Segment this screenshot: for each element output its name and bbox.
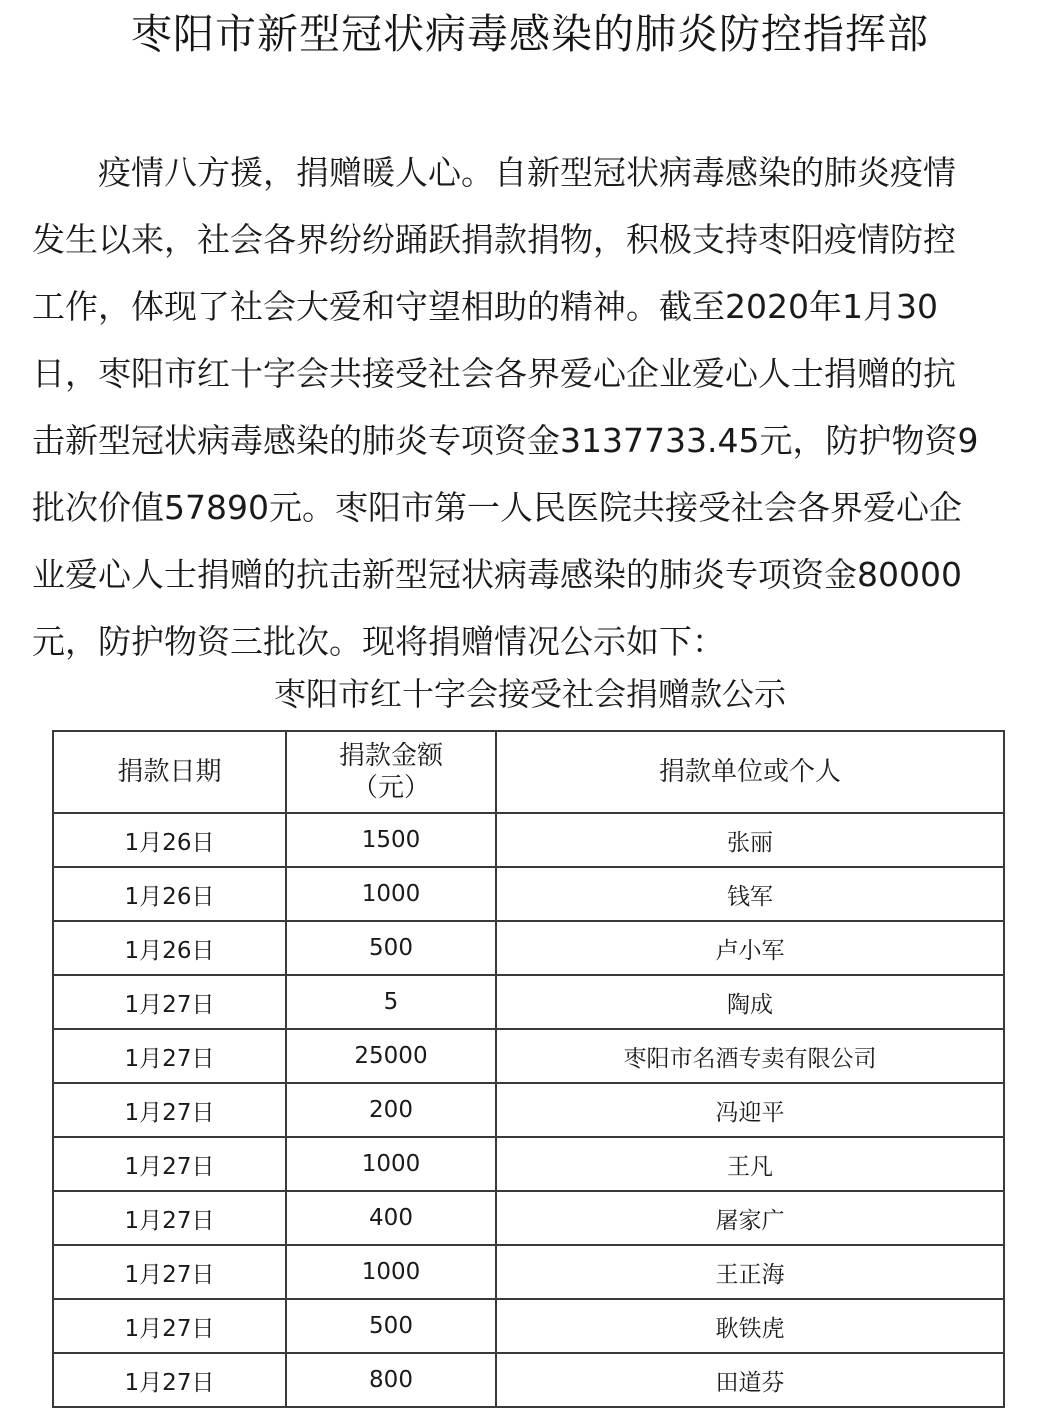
cell-amount: 1000 <box>286 1137 496 1191</box>
cell-donor: 耿铁虎 <box>496 1299 1004 1353</box>
cell-donor: 王凡 <box>496 1137 1004 1191</box>
cell-date: 1月27日 <box>53 975 286 1029</box>
intro-line: 发生以来，社会各界纷纷踊跃捐款捐物，积极支持枣阳疫情防控 <box>32 220 956 259</box>
cell-date: 1月27日 <box>53 1191 286 1245</box>
table-row <box>53 1137 1004 1191</box>
intro-line: 击新型冠状病毒感染的肺炎专项资金3137733.45元，防护物资9 <box>32 421 979 460</box>
column-header-date: 捐款日期 <box>53 731 286 813</box>
column-header-amount <box>286 731 496 813</box>
cell-date: 1月27日 <box>53 1245 286 1299</box>
cell-donor: 张丽 <box>496 813 1004 867</box>
page-title: 枣阳市新型冠状病毒感染的肺炎防控指挥部 <box>131 10 929 58</box>
cell-donor: 枣阳市名酒专卖有限公司 <box>496 1029 1004 1083</box>
intro-line: 批次价值57890元。枣阳市第一人民医院共接受社会各界爱心企 <box>32 488 962 527</box>
cell-amount: 800 <box>286 1353 496 1407</box>
intro-paragraph <box>32 143 1028 679</box>
table-row <box>53 1083 1004 1137</box>
table-row <box>53 1245 1004 1299</box>
cell-date: 1月27日 <box>53 1137 286 1191</box>
cell-date: 1月27日 <box>53 1299 286 1353</box>
column-header-amount-unit: （元） <box>351 773 430 803</box>
table-row <box>53 975 1004 1029</box>
cell-amount: 500 <box>286 921 496 975</box>
cell-donor: 田道芬 <box>496 1353 1004 1407</box>
table-row <box>53 1029 1004 1083</box>
cell-amount: 25000 <box>286 1029 496 1083</box>
cell-amount: 1500 <box>286 813 496 867</box>
cell-amount: 1000 <box>286 867 496 921</box>
column-header-amount-label: 捐款金额 <box>338 741 443 771</box>
cell-date: 1月27日 <box>53 1353 286 1407</box>
cell-donor: 屠家广 <box>496 1191 1004 1245</box>
intro-line: 工作，体现了社会大爱和守望相助的精神。截至2020年1月30 <box>32 287 938 326</box>
cell-date: 1月27日 <box>53 1083 286 1137</box>
donation-table <box>52 730 1005 1408</box>
cell-donor: 冯迎平 <box>496 1083 1004 1137</box>
table-caption: 枣阳市红十字会接受社会捐赠款公示 <box>273 675 786 713</box>
column-header-donor: 捐款单位或个人 <box>496 731 1004 813</box>
cell-date: 1月26日 <box>53 813 286 867</box>
intro-line: 疫情八方援，捐赠暖人心。自新型冠状病毒感染的肺炎疫情 <box>98 153 956 192</box>
table-row <box>53 813 1004 867</box>
cell-donor: 陶成 <box>496 975 1004 1029</box>
cell-donor: 钱军 <box>496 867 1004 921</box>
table-row <box>53 1299 1004 1353</box>
cell-date: 1月26日 <box>53 867 286 921</box>
cell-amount: 500 <box>286 1299 496 1353</box>
cell-amount: 400 <box>286 1191 496 1245</box>
cell-amount: 5 <box>286 975 496 1029</box>
cell-amount: 200 <box>286 1083 496 1137</box>
cell-donor: 卢小军 <box>496 921 1004 975</box>
table-row <box>53 1353 1004 1407</box>
table-row <box>53 867 1004 921</box>
intro-line: 业爱心人士捐赠的抗击新型冠状病毒感染的肺炎专项资金80000 <box>32 555 962 594</box>
cell-donor: 王正海 <box>496 1245 1004 1299</box>
cell-date: 1月27日 <box>53 1029 286 1083</box>
intro-line: 日，枣阳市红十字会共接受社会各界爱心企业爱心人士捐赠的抗 <box>32 354 956 393</box>
intro-line: 元，防护物资三批次。现将捐赠情况公示如下： <box>32 622 725 661</box>
cell-date: 1月26日 <box>53 921 286 975</box>
cell-amount: 1000 <box>286 1245 496 1299</box>
table-row <box>53 921 1004 975</box>
table-header-row <box>53 731 1004 813</box>
table-row <box>53 1191 1004 1245</box>
